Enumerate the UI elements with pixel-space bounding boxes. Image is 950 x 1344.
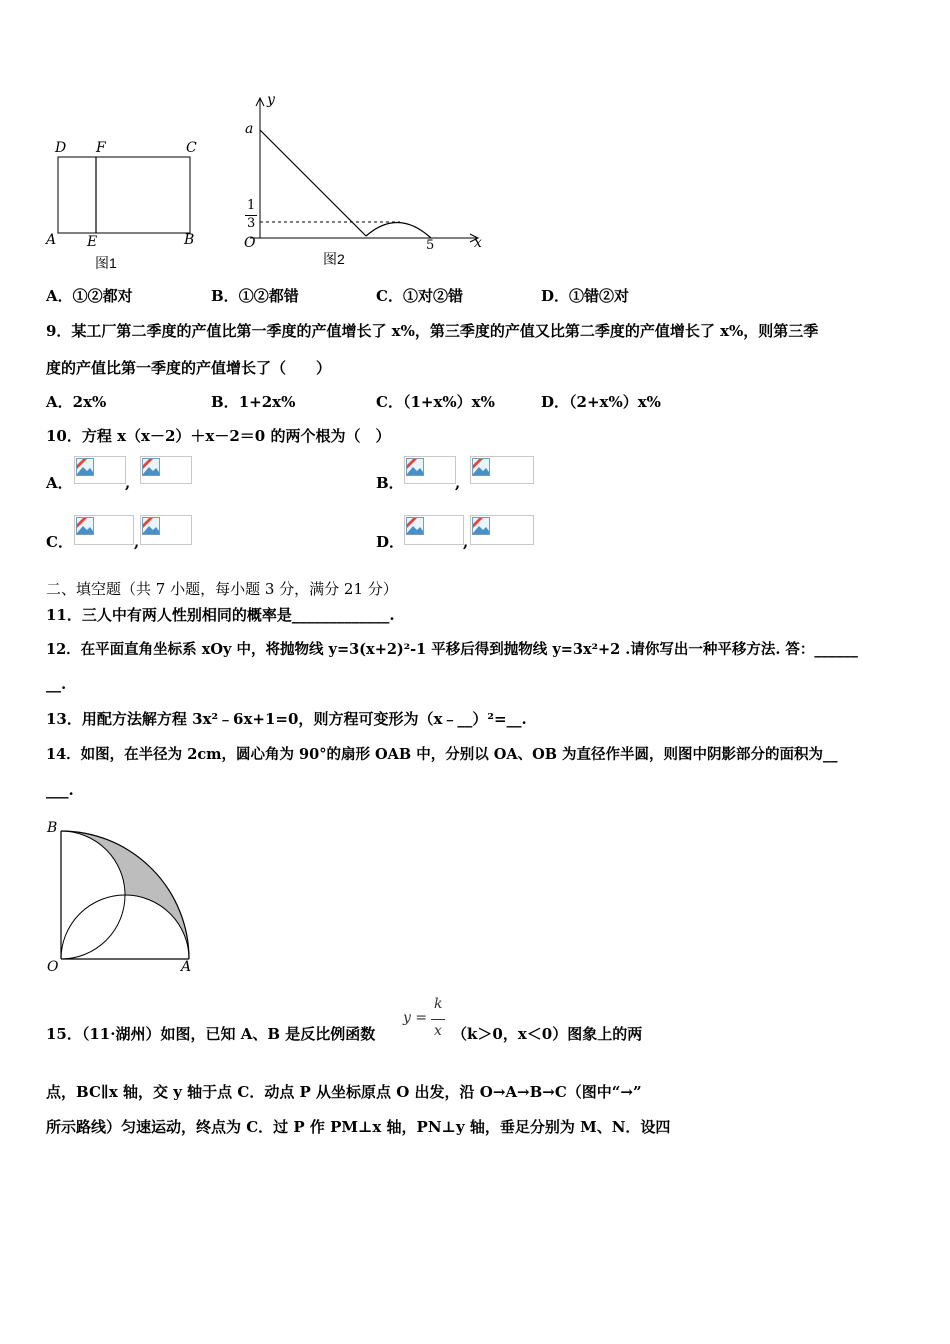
- q10-option-d-image-1: [404, 515, 464, 545]
- q9-option-d: D．（2+x%）x%: [541, 393, 661, 411]
- section-2-heading: 二、填空题（共 7 小题，每小题 3 分，满分 21 分）: [46, 580, 398, 598]
- broken-image-icon: [142, 517, 160, 535]
- broken-image-icon: [142, 458, 160, 476]
- label-y: y: [267, 92, 275, 108]
- q10-option-c-image-2: [140, 515, 192, 545]
- q12-line-2: __.: [46, 675, 67, 693]
- broken-image-icon: [76, 517, 94, 535]
- label-one: 1: [247, 198, 256, 213]
- q10-option-d-label: D．: [376, 533, 405, 551]
- q10-option-a-label: A．: [46, 474, 73, 492]
- q15-function-formula: [403, 996, 453, 1046]
- q10-option-a-image-2: [140, 456, 192, 484]
- figure-3-drawing: [44, 818, 204, 983]
- figure-3: [44, 818, 204, 983]
- label-B: B: [47, 820, 58, 836]
- q12-line-1: 12．在平面直角坐标系 xOy 中，将抛物线 y=3(x+2)²-1 平移后得到抛物线 y=3x²+2 .请你写出一种平移方法. 答：______: [46, 641, 858, 658]
- figure-2-drawing: [238, 92, 488, 252]
- label-A: A: [181, 959, 192, 975]
- q9-line-2: 度的产值比第一季度的产值增长了（ ）: [46, 359, 332, 377]
- label-a: a: [245, 121, 254, 137]
- figure-1-caption: 图1: [95, 255, 117, 271]
- formula-y: y =: [403, 1010, 428, 1026]
- label-F: F: [96, 140, 106, 156]
- label-B: B: [184, 232, 195, 248]
- q10-option-c-label: C．: [46, 533, 73, 551]
- q10-option-a-comma: ,: [125, 474, 131, 492]
- label-five: 5: [426, 238, 435, 253]
- q15-line-1-post: （k＞0，x＜0）图象上的两: [452, 1025, 643, 1043]
- label-three: 3: [247, 216, 256, 231]
- q10-option-c-image-1: [74, 515, 134, 545]
- formula-fraction-bar: [431, 1019, 445, 1020]
- figure-2: [238, 92, 488, 272]
- label-O: O: [244, 235, 256, 251]
- figure-1: [40, 135, 210, 275]
- broken-image-icon: [472, 458, 490, 476]
- broken-image-icon: [406, 458, 424, 476]
- q8-option-c: C．①对②错: [376, 287, 463, 305]
- q9-option-a: A．2x%: [46, 393, 107, 411]
- q10-option-d-comma: ,: [463, 533, 469, 551]
- label-D: D: [55, 140, 67, 156]
- q10-option-c-comma: ,: [134, 533, 140, 551]
- q10-option-a-image-1: [74, 456, 126, 484]
- q8-option-d: D．①错②对: [541, 287, 630, 305]
- q8-option-a: A．①②都对: [46, 287, 133, 305]
- broken-image-icon: [472, 517, 490, 535]
- q15-line-1-pre: 15．（11·湖州）如图，已知 A、B 是反比例函数: [46, 1025, 376, 1043]
- q9-option-b: B．1+2x%: [211, 393, 296, 411]
- label-E: E: [87, 234, 98, 250]
- formula-numerator: k: [434, 996, 443, 1012]
- q8-option-b: B．①②都错: [211, 287, 299, 305]
- q10-option-b-image-1: [404, 456, 456, 484]
- q14-line-2: ___.: [46, 781, 74, 799]
- label-A: A: [46, 232, 57, 248]
- broken-image-icon: [76, 458, 94, 476]
- figure-2-caption: 图2: [323, 251, 345, 267]
- label-C: C: [186, 140, 197, 156]
- formula-denominator: x: [434, 1023, 442, 1039]
- label-O: O: [47, 959, 59, 975]
- q11: 11．三人中有两人性别相同的概率是_____________.: [46, 606, 395, 624]
- q9-line-1: 9．某工厂第二季度的产值比第一季度的产值增长了 x%，第三季度的产值又比第二季度的产值增长了 x%，则第三季: [46, 322, 819, 340]
- q15-line-2: 点，BC∥x 轴，交 y 轴于点 C．动点 P 从坐标原点 O 出发，沿 O→A→B→C（图中“→”: [46, 1083, 642, 1101]
- q10-option-d-image-2: [470, 515, 534, 545]
- q10-option-b-image-2: [470, 456, 534, 484]
- q14-line-1: 14．如图，在半径为 2cm，圆心角为 90°的扇形 OAB 中，分别以 OA、OB 为直径作半圆，则图中阴影部分的面积为__: [46, 746, 838, 763]
- q13: 13．用配方法解方程 3x²﹣6x+1=0，则方程可变形为（x﹣__）²=__.: [46, 710, 527, 728]
- q10-option-b-label: B．: [376, 474, 404, 492]
- broken-image-icon: [406, 517, 424, 535]
- label-x: x: [474, 235, 482, 251]
- q9-option-c: C．（1+x%）x%: [376, 393, 495, 411]
- q10-option-b-comma: ,: [455, 474, 461, 492]
- q10-stem: 10．方程 x（x－2）＋x－2＝0 的两个根为（ ）: [46, 427, 391, 445]
- q15-line-3: 所示路线）匀速运动，终点为 C．过 P 作 PM⊥x 轴，PN⊥y 轴，垂足分别为 M、N．设四: [46, 1118, 671, 1136]
